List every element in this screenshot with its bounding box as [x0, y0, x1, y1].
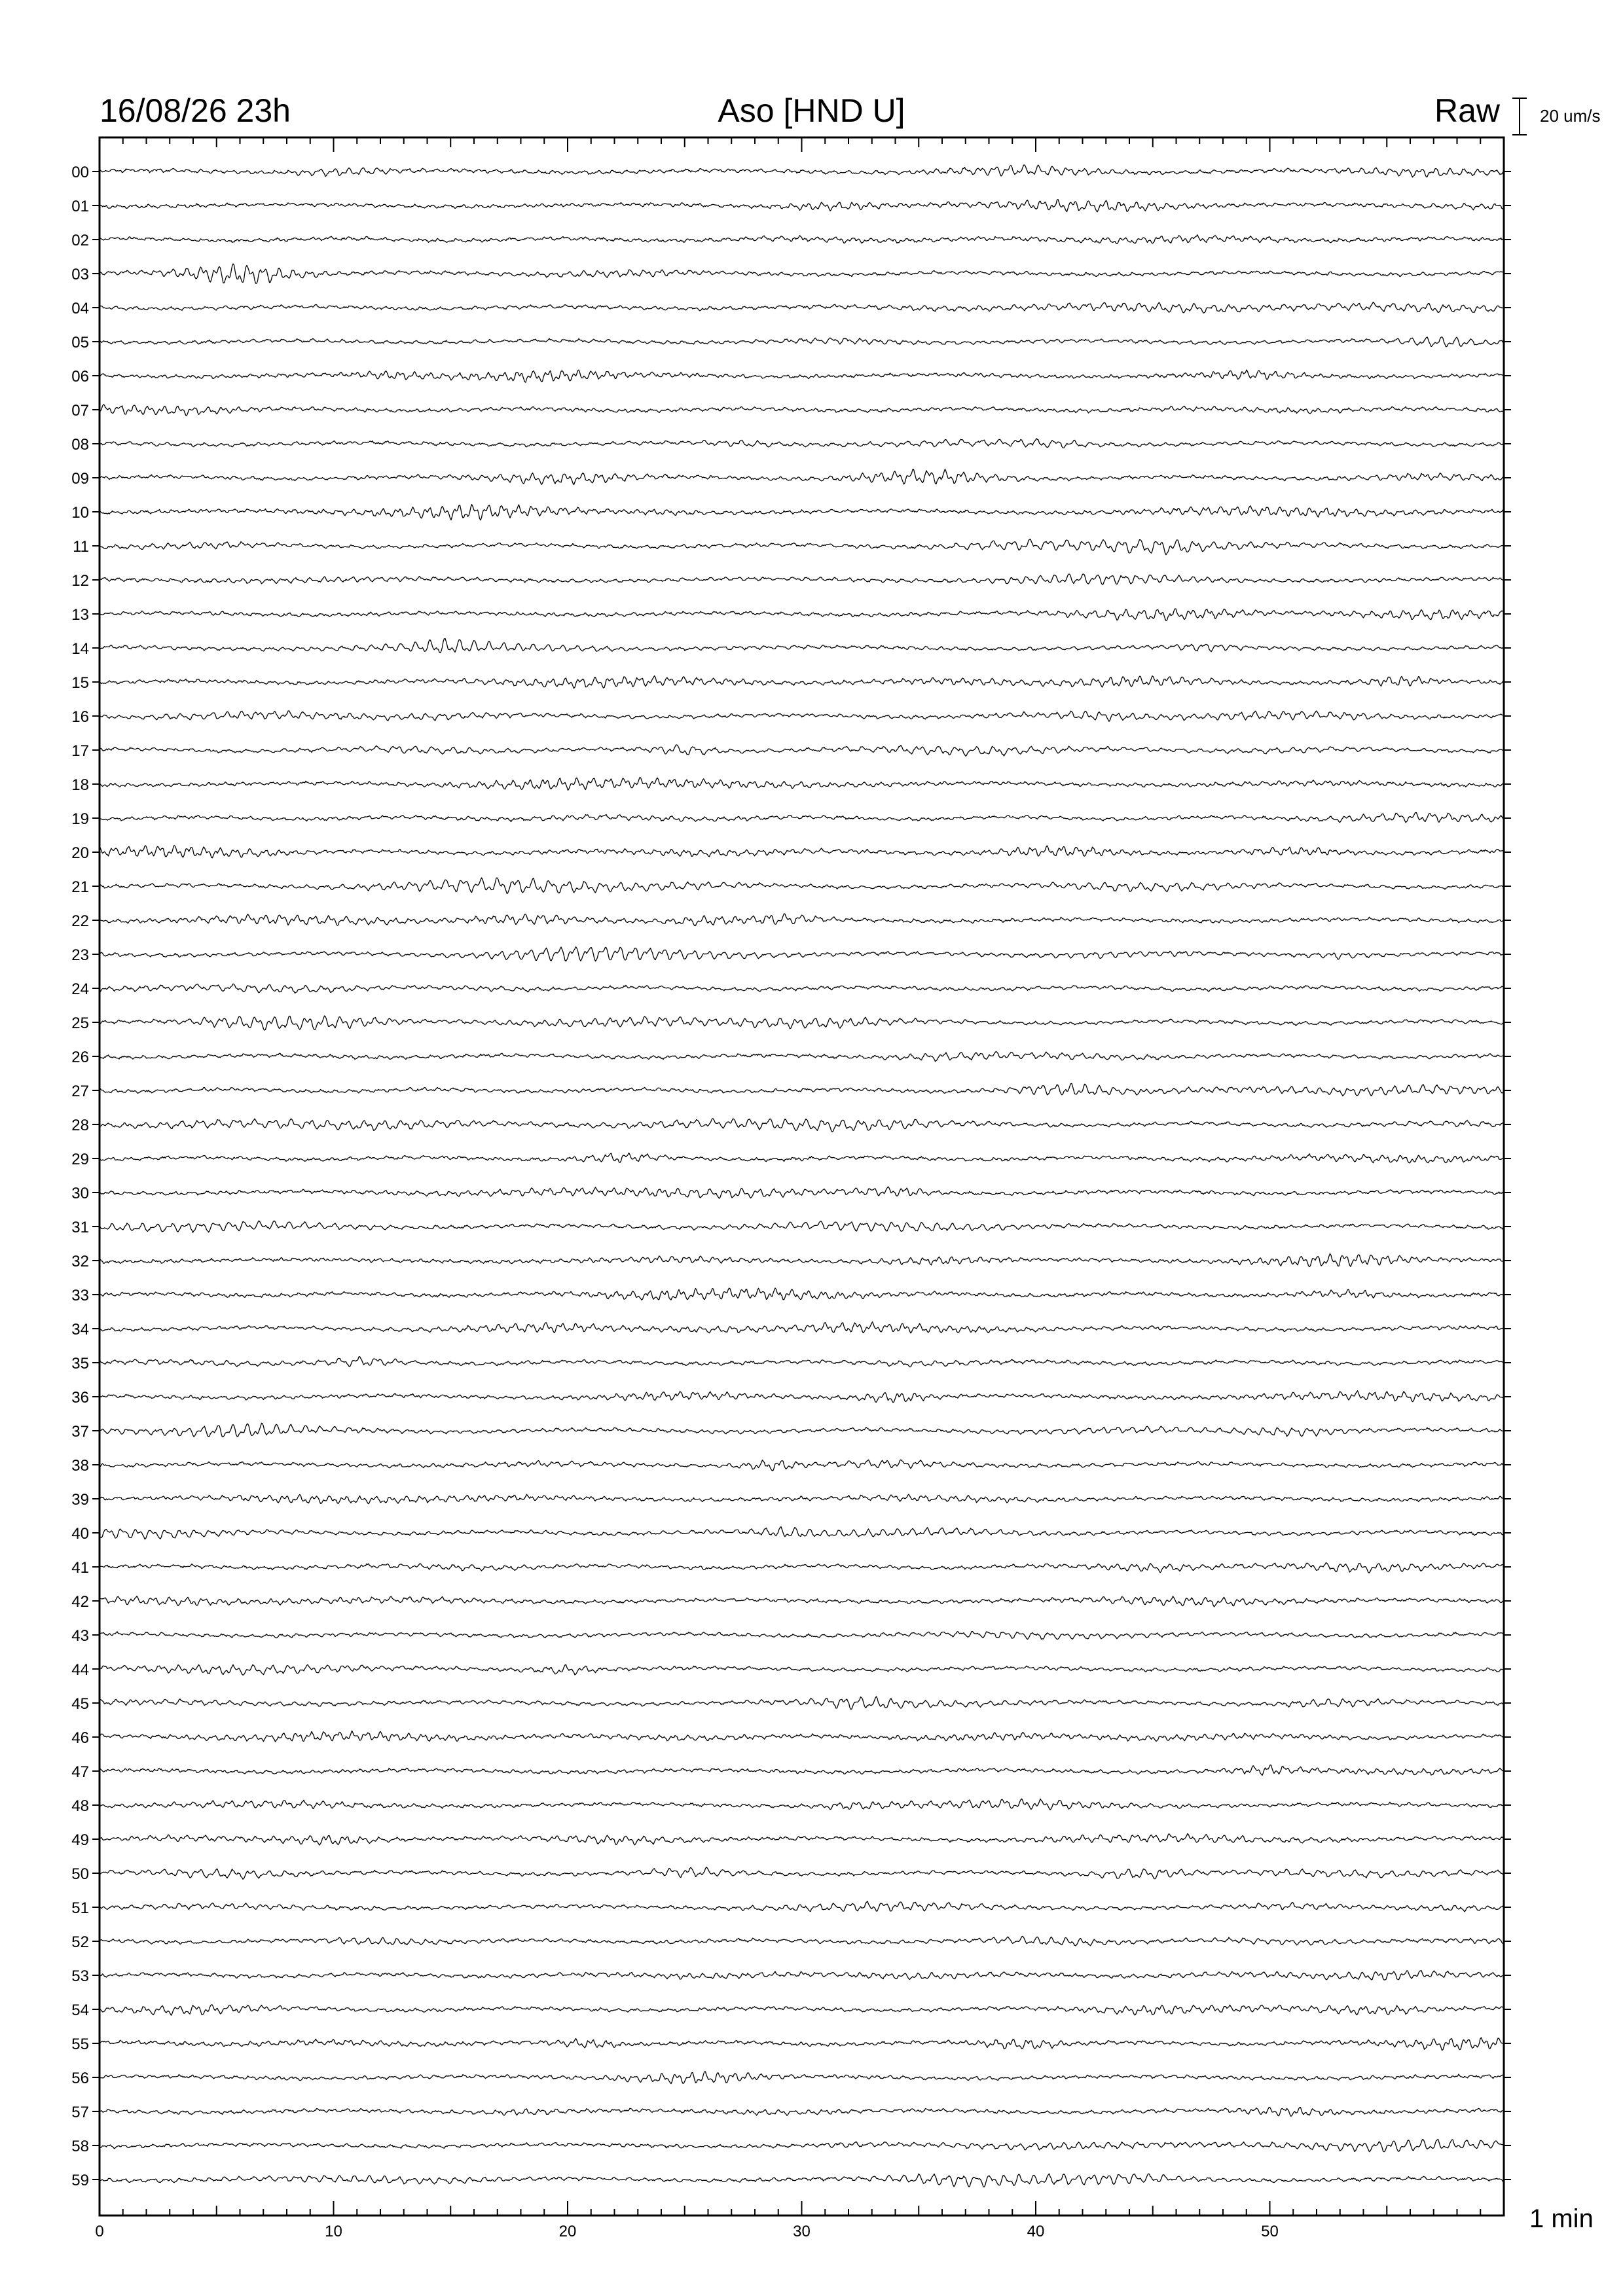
trace-label-34: 34 — [71, 1321, 89, 1338]
trace-row-29 — [71, 1151, 1511, 1168]
waveform-trace-09 — [100, 469, 1504, 485]
trace-row-59 — [71, 2172, 1511, 2189]
trace-row-40 — [71, 1525, 1511, 1543]
x-tick-label-40: 40 — [1027, 2223, 1045, 2240]
trace-label-15: 15 — [71, 674, 89, 692]
trace-label-12: 12 — [71, 572, 89, 590]
trace-label-37: 37 — [71, 1423, 89, 1441]
trace-label-16: 16 — [71, 708, 89, 726]
time-axis-unit-label: 1 min — [1529, 2204, 1594, 2233]
trace-label-31: 31 — [71, 1219, 89, 1236]
trace-row-02 — [71, 232, 1511, 249]
waveform-trace-41 — [100, 1563, 1504, 1573]
waveform-trace-12 — [100, 574, 1504, 584]
waveform-trace-51 — [100, 1901, 1504, 1912]
trace-row-26 — [71, 1049, 1511, 1066]
trace-row-11 — [73, 538, 1511, 556]
trace-row-50 — [71, 1865, 1511, 1883]
trace-label-22: 22 — [71, 912, 89, 930]
trace-row-24 — [71, 980, 1511, 998]
trace-row-44 — [71, 1661, 1511, 1679]
waveform-trace-47 — [100, 1765, 1504, 1776]
trace-row-16 — [71, 708, 1511, 726]
trace-label-24: 24 — [71, 980, 89, 998]
waveform-trace-13 — [100, 609, 1504, 620]
mode-label: Raw — [1434, 92, 1500, 129]
waveform-trace-29 — [100, 1153, 1504, 1163]
trace-row-01 — [71, 198, 1511, 215]
trace-label-55: 55 — [71, 2036, 89, 2053]
waveform-trace-44 — [100, 1664, 1504, 1675]
trace-row-06 — [71, 368, 1511, 386]
waveform-trace-26 — [100, 1051, 1504, 1061]
trace-row-27 — [71, 1083, 1511, 1100]
trace-rows — [71, 164, 1511, 2189]
waveform-trace-39 — [100, 1494, 1504, 1504]
trace-row-21 — [71, 878, 1511, 896]
trace-row-07 — [71, 402, 1511, 420]
waveform-trace-19 — [100, 813, 1504, 823]
trace-row-38 — [71, 1457, 1511, 1475]
trace-row-51 — [71, 1899, 1511, 1917]
trace-label-25: 25 — [71, 1014, 89, 1032]
trace-label-51: 51 — [71, 1899, 89, 1917]
trace-row-57 — [71, 2104, 1511, 2121]
trace-label-46: 46 — [71, 1729, 89, 1747]
trace-label-38: 38 — [71, 1457, 89, 1475]
trace-row-42 — [71, 1593, 1511, 1611]
waveform-trace-42 — [100, 1596, 1504, 1607]
waveform-trace-55 — [100, 2037, 1504, 2050]
waveform-trace-17 — [100, 745, 1504, 756]
waveform-trace-40 — [100, 1527, 1504, 1539]
trace-row-22 — [71, 912, 1511, 930]
trace-label-56: 56 — [71, 2070, 89, 2087]
waveform-trace-58 — [100, 2140, 1504, 2152]
waveform-trace-45 — [100, 1696, 1504, 1710]
waveform-trace-54 — [100, 2005, 1504, 2015]
waveform-trace-01 — [100, 200, 1504, 212]
waveform-trace-36 — [100, 1391, 1504, 1403]
trace-label-54: 54 — [71, 2001, 89, 2019]
trace-row-15 — [71, 674, 1511, 692]
trace-label-06: 06 — [71, 368, 89, 386]
trace-label-18: 18 — [71, 776, 89, 794]
trace-label-53: 53 — [71, 1967, 89, 1985]
trace-label-50: 50 — [71, 1865, 89, 1883]
trace-row-18 — [71, 776, 1511, 794]
trace-label-26: 26 — [71, 1049, 89, 1066]
trace-row-17 — [71, 742, 1511, 760]
waveform-trace-34 — [100, 1322, 1504, 1333]
trace-row-52 — [71, 1933, 1511, 1951]
trace-label-10: 10 — [71, 504, 89, 522]
trace-row-25 — [71, 1014, 1511, 1032]
x-tick-label-30: 30 — [793, 2223, 811, 2240]
trace-row-05 — [71, 334, 1511, 351]
waveform-trace-30 — [100, 1187, 1504, 1198]
trace-row-08 — [71, 436, 1511, 454]
waveform-trace-57 — [100, 2107, 1504, 2116]
waveform-trace-32 — [100, 1254, 1504, 1267]
trace-label-47: 47 — [71, 1763, 89, 1781]
trace-label-11: 11 — [73, 538, 89, 556]
waveform-trace-46 — [100, 1731, 1504, 1742]
waveform-trace-25 — [100, 1016, 1504, 1030]
x-tick-label-50: 50 — [1261, 2223, 1279, 2240]
trace-label-04: 04 — [71, 300, 89, 317]
trace-label-40: 40 — [71, 1525, 89, 1543]
trace-row-39 — [71, 1491, 1511, 1509]
trace-row-43 — [71, 1627, 1511, 1645]
waveform-trace-52 — [100, 1936, 1504, 1946]
trace-label-28: 28 — [71, 1117, 89, 1134]
trace-label-27: 27 — [71, 1083, 89, 1100]
trace-label-14: 14 — [71, 640, 89, 658]
trace-label-17: 17 — [71, 742, 89, 760]
waveform-trace-20 — [100, 846, 1504, 858]
trace-row-04 — [71, 300, 1511, 317]
trace-label-48: 48 — [71, 1797, 89, 1815]
trace-row-20 — [71, 844, 1511, 862]
x-tick-label-20: 20 — [558, 2223, 577, 2240]
waveform-trace-04 — [100, 302, 1504, 314]
trace-label-35: 35 — [71, 1355, 89, 1372]
trace-label-03: 03 — [71, 266, 89, 283]
waveform-trace-16 — [100, 711, 1504, 721]
trace-label-45: 45 — [71, 1695, 89, 1713]
trace-row-13 — [71, 606, 1511, 624]
trace-label-23: 23 — [71, 946, 89, 964]
trace-label-57: 57 — [71, 2104, 89, 2121]
waveform-trace-22 — [100, 914, 1504, 926]
waveform-trace-07 — [100, 404, 1504, 416]
trace-label-05: 05 — [71, 334, 89, 351]
trace-row-09 — [71, 469, 1511, 488]
waveform-trace-38 — [100, 1460, 1504, 1471]
trace-row-55 — [71, 2036, 1511, 2053]
trace-label-52: 52 — [71, 1933, 89, 1951]
trace-label-58: 58 — [71, 2138, 89, 2155]
waveform-trace-21 — [100, 878, 1504, 893]
trace-row-32 — [71, 1253, 1511, 1270]
x-tick-labels — [95, 2223, 1279, 2240]
waveform-trace-49 — [100, 1834, 1504, 1846]
trace-row-48 — [71, 1797, 1511, 1815]
waveform-trace-05 — [100, 337, 1504, 347]
trace-label-41: 41 — [71, 1559, 89, 1577]
waveform-trace-33 — [100, 1288, 1504, 1300]
waveform-trace-37 — [100, 1423, 1504, 1437]
waveform-trace-48 — [100, 1799, 1504, 1810]
trace-row-53 — [71, 1967, 1511, 1985]
waveform-trace-53 — [100, 1971, 1504, 1980]
waveform-trace-27 — [100, 1083, 1504, 1096]
waveform-trace-02 — [100, 235, 1504, 244]
trace-row-28 — [71, 1117, 1511, 1134]
trace-row-10 — [71, 504, 1511, 522]
trace-row-56 — [71, 2070, 1511, 2087]
waveform-trace-23 — [100, 947, 1504, 961]
waveform-trace-28 — [100, 1119, 1504, 1132]
waveform-trace-18 — [100, 778, 1504, 790]
waveform-trace-56 — [100, 2072, 1504, 2084]
waveform-trace-11 — [100, 539, 1504, 555]
date-hour-label: 16/08/26 23h — [100, 92, 291, 129]
trace-row-41 — [71, 1559, 1511, 1577]
trace-label-20: 20 — [71, 844, 89, 862]
trace-row-31 — [71, 1219, 1511, 1236]
trace-label-59: 59 — [71, 2172, 89, 2189]
waveform-trace-15 — [100, 676, 1504, 689]
trace-label-13: 13 — [71, 606, 89, 624]
trace-label-30: 30 — [71, 1185, 89, 1202]
trace-label-29: 29 — [71, 1151, 89, 1168]
trace-label-09: 09 — [71, 470, 89, 488]
trace-label-42: 42 — [71, 1593, 89, 1611]
trace-row-58 — [71, 2138, 1511, 2155]
trace-label-07: 07 — [71, 402, 89, 420]
x-tick-label-0: 0 — [95, 2223, 104, 2240]
amplitude-scale-label: 20 um/s — [1540, 106, 1601, 126]
trace-label-01: 01 — [71, 198, 89, 215]
trace-label-36: 36 — [71, 1389, 89, 1407]
trace-label-33: 33 — [71, 1287, 89, 1304]
trace-row-30 — [71, 1185, 1511, 1202]
trace-row-03 — [71, 264, 1511, 283]
trace-row-14 — [71, 639, 1511, 658]
waveform-trace-03 — [100, 264, 1504, 283]
trace-row-12 — [71, 572, 1511, 590]
waveform-trace-59 — [100, 2174, 1504, 2187]
trace-row-35 — [71, 1355, 1511, 1372]
trace-row-33 — [71, 1287, 1511, 1304]
trace-label-08: 08 — [71, 436, 89, 454]
waveform-trace-24 — [100, 984, 1504, 993]
trace-label-39: 39 — [71, 1491, 89, 1509]
trace-row-49 — [71, 1831, 1511, 1849]
trace-label-32: 32 — [71, 1253, 89, 1270]
trace-label-44: 44 — [71, 1661, 89, 1679]
trace-row-34 — [71, 1321, 1511, 1338]
waveform-trace-14 — [100, 639, 1504, 653]
trace-row-00 — [71, 164, 1511, 181]
waveform-trace-35 — [100, 1357, 1504, 1367]
trace-label-02: 02 — [71, 232, 89, 249]
trace-row-23 — [71, 946, 1511, 964]
trace-label-00: 00 — [71, 164, 89, 181]
trace-label-19: 19 — [71, 810, 89, 828]
waveform-trace-00 — [100, 165, 1504, 177]
trace-row-36 — [71, 1389, 1511, 1407]
trace-label-21: 21 — [71, 878, 89, 896]
waveform-trace-06 — [100, 370, 1504, 382]
waveform-trace-10 — [100, 505, 1504, 520]
trace-row-54 — [71, 2001, 1511, 2019]
trace-row-45 — [71, 1695, 1511, 1713]
trace-row-47 — [71, 1763, 1511, 1781]
station-title: Aso [HND U] — [718, 92, 905, 129]
waveform-trace-50 — [100, 1867, 1504, 1880]
trace-label-49: 49 — [71, 1831, 89, 1849]
trace-label-43: 43 — [71, 1627, 89, 1645]
trace-row-46 — [71, 1729, 1511, 1747]
trace-row-19 — [71, 810, 1511, 828]
waveform-trace-08 — [100, 439, 1504, 448]
x-tick-label-10: 10 — [325, 2223, 342, 2240]
waveform-trace-43 — [100, 1632, 1504, 1640]
waveform-trace-31 — [100, 1221, 1504, 1232]
trace-row-37 — [71, 1423, 1511, 1441]
